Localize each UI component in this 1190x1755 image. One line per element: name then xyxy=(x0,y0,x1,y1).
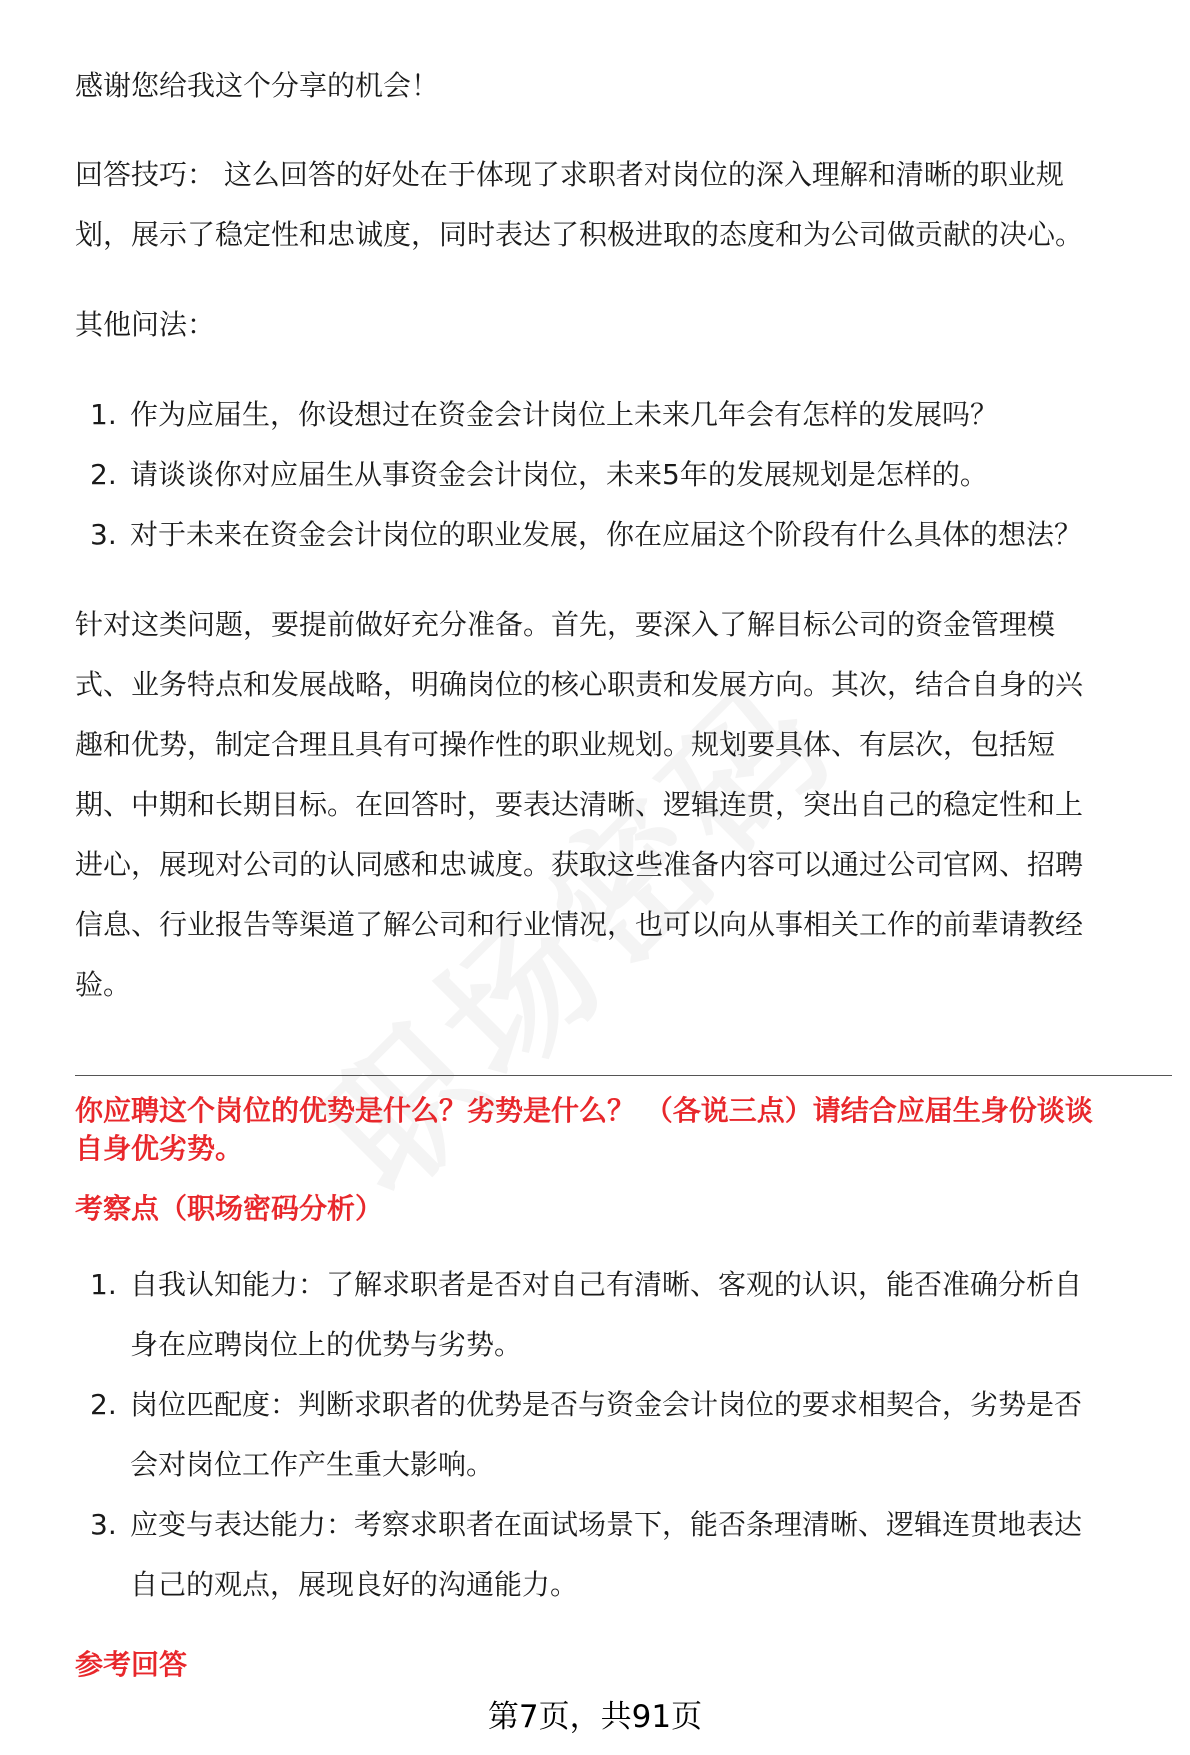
advice-line: 验。 xyxy=(75,968,132,1001)
tips-line-1: 回答技巧： 这么回答的好处在于体现了求职者对岗位的深入理解和清晰的职业规 xyxy=(75,158,1064,191)
advice-line: 期、中期和长期目标。在回答时，要表达清晰、逻辑连贯，突出自己的稳定性和上 xyxy=(75,788,1084,821)
list-number: 1. xyxy=(90,1268,117,1301)
list-item: 对于未来在资金会计岗位的职业发展，你在应届这个阶段有什么具体的想法？ xyxy=(130,518,1083,551)
list-item-line-1: 岗位匹配度：判断求职者的优势是否与资金会计岗位的要求相契合，劣势是否 xyxy=(130,1388,1083,1421)
list-number: 3. xyxy=(90,518,117,551)
intro-line: 感谢您给我这个分享的机会！ xyxy=(75,69,440,102)
tips-line-2: 划，展示了稳定性和忠诚度，同时表达了积极进取的态度和为公司做贡献的决心。 xyxy=(75,218,1084,251)
advice-line: 针对这类问题，要提前做好充分准备。首先，要深入了解目标公司的资金管理模 xyxy=(75,608,1056,641)
question-title-line-1: 你应聘这个岗位的优势是什么？劣势是什么？ （各说三点）请结合应届生身份谈谈 xyxy=(75,1094,1093,1127)
list-number: 2. xyxy=(90,1388,117,1421)
other-questions-heading: 其他问法： xyxy=(75,308,216,341)
list-item: 作为应届生，你设想过在资金会计岗位上未来几年会有怎样的发展吗？ xyxy=(130,398,999,431)
list-number: 3. xyxy=(90,1508,117,1541)
list-number: 2. xyxy=(90,458,117,491)
advice-line: 信息、行业报告等渠道了解公司和行业情况，也可以向从事相关工作的前辈请教经 xyxy=(75,908,1084,941)
advice-line: 式、业务特点和发展战略，明确岗位的核心职责和发展方向。其次，结合自身的兴 xyxy=(75,668,1084,701)
list-item-line-2: 自己的观点，展现良好的沟通能力。 xyxy=(130,1568,579,1601)
list-item-line-1: 自我认知能力：了解求职者是否对自己有清晰、客观的认识，能否准确分析自 xyxy=(130,1268,1083,1301)
list-item-line-1: 应变与表达能力：考察求职者在面试场景下，能否条理清晰、逻辑连贯地表达 xyxy=(130,1508,1083,1541)
list-item-line-2: 会对岗位工作产生重大影响。 xyxy=(130,1448,495,1481)
assessment-heading: 考察点（职场密码分析） xyxy=(75,1192,384,1225)
section-divider xyxy=(75,1075,1172,1076)
list-item: 请谈谈你对应届生从事资金会计岗位，未来5年的发展规划是怎样的。 xyxy=(130,458,988,491)
list-item-line-2: 身在应聘岗位上的优势与劣势。 xyxy=(130,1328,523,1361)
list-number: 1. xyxy=(90,398,117,431)
page-number: 第7页，共91页 xyxy=(487,1699,703,1735)
reference-answer-heading: 参考回答 xyxy=(75,1648,188,1681)
advice-line: 趣和优势，制定合理且具有可操作性的职业规划。规划要具体、有层次，包括短 xyxy=(75,728,1056,761)
advice-line: 进心，展现对公司的认同感和忠诚度。获取这些准备内容可以通过公司官网、招聘 xyxy=(75,848,1084,881)
question-title-line-2: 自身优劣势。 xyxy=(75,1132,244,1165)
